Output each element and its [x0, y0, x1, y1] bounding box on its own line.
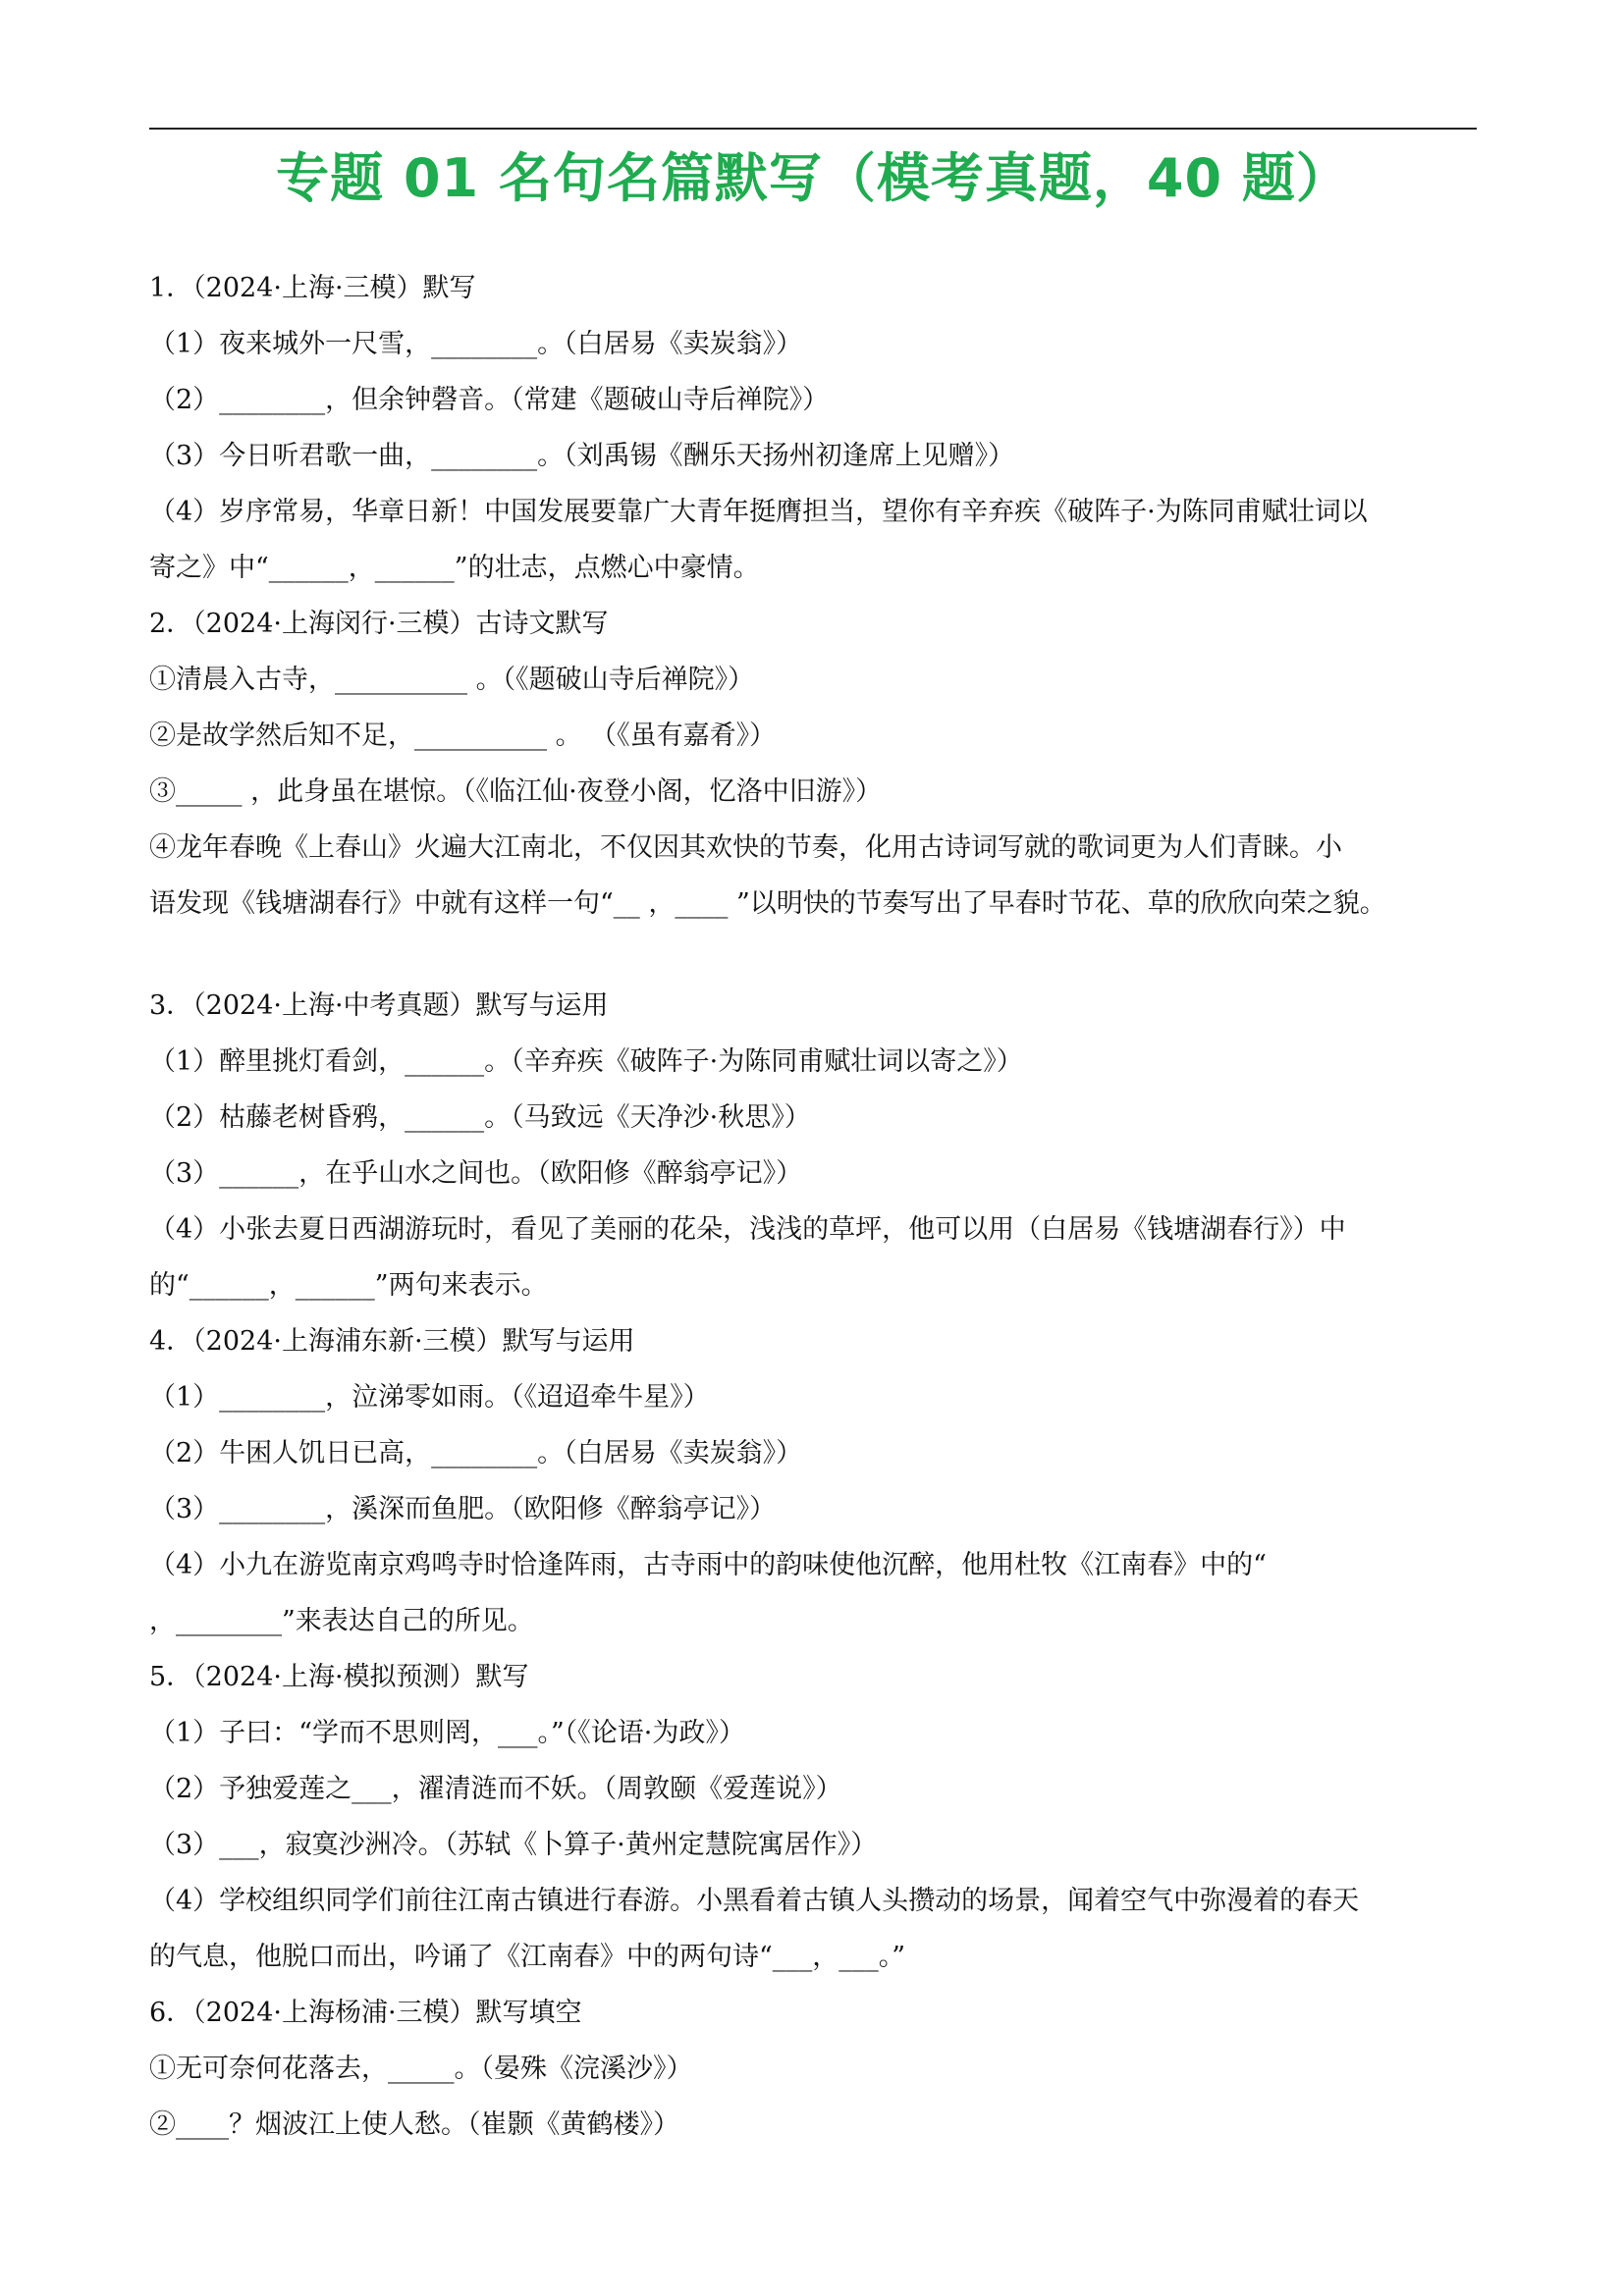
question-line: 寄之》中“______，______”的壮志，点燃心中豪情。 — [149, 553, 760, 583]
question-line: ④龙年春晚《上春山》火遍大江南北，不仅因其欢快的节奏，化用古诗词写就的歌词更为人们青睐。小 — [149, 832, 1342, 863]
page-title: 专题 01 名句名篇默写（模考真题，40 题） — [276, 147, 1350, 209]
question-line: ①无可奈何花落去，_____。（晏殊《浣溪沙》） — [149, 2054, 693, 2084]
question-line: ，________”来表达自己的所见。 — [149, 1606, 534, 1636]
question-line: 语发现《钱塘湖春行》中就有这样一句“__ ，____ ”以明快的节奏写出了早春时节花、草的欣欣向荣之貌。 — [149, 888, 1386, 919]
question-line: （2）牛困人饥日已高，________。（白居易《卖炭翁》） — [149, 1438, 803, 1468]
question-line: （3）________，溪深而鱼肥。（欧阳修《醉翁亭记》） — [149, 1494, 777, 1524]
question-line: （3）___，寂寞沙洲冷。（苏轼《卜算子·黄州定慧院寓居作》） — [149, 1830, 878, 1860]
question-line: 的“______，______”两句来表示。 — [149, 1270, 548, 1301]
question-list — [149, 263, 1485, 2156]
question-line: （3）今日听君歌一曲，________。（刘禹锡《酬乐天扬州初逢席上见赠》） — [149, 441, 1015, 471]
question-line: （1）________，泣涕零如雨。（《迢迢牵牛星》） — [149, 1382, 710, 1413]
question-line: ②____？烟波江上使人愁。（崔颢《黄鹤楼》） — [149, 2109, 679, 2140]
question-line: ①清晨入古寺，__________ 。（《题破山寺后禅院》） — [149, 665, 755, 695]
question-line: ②是故学然后知不足，__________ 。 （《虽有嘉肴》） — [149, 721, 777, 751]
blank-line — [149, 934, 1485, 981]
question-heading: 2．（2024·上海闵行·三模）古诗文默写 — [149, 609, 609, 639]
question-heading: 6．（2024·上海杨浦·三模）默写填空 — [149, 1998, 582, 2028]
question-heading: 4．（2024·上海浦东新·三模）默写与运用 — [149, 1326, 635, 1357]
question-line: （4）学校组织同学们前往江南古镇进行春游。小黑看着古镇人头攒动的场景，闻着空气中弥漫着的春天 — [149, 1886, 1360, 1916]
question-line: （4）小张去夏日西湖游玩时，看见了美丽的花朵，浅浅的草坪，他可以用（白居易《钱塘湖春行》）中 — [149, 1214, 1346, 1245]
question-line: （1）子曰：“学而不思则罔，___。”（《论语·为政》） — [149, 1718, 745, 1748]
question-line: （3）______，在乎山水之间也。（欧阳修《醉翁亭记》） — [149, 1158, 803, 1189]
question-line: （2）枯藤老树昏鸦，______。（马致远《天净沙·秋思》） — [149, 1102, 811, 1133]
question-line: ③_____ ，此身虽在堪惊。（《临江仙·夜登小阁，忆洛中旧游》） — [149, 776, 883, 807]
question-line: 的气息，他脱口而出，吟诵了《江南春》中的两句诗“___，___。” — [149, 1942, 906, 1972]
question-line: （1）夜来城外一尺雪，________。（白居易《卖炭翁》） — [149, 329, 803, 359]
question-line: （1）醉里挑灯看剑，______。（辛弃疾《破阵子·为陈同甫赋壮词以寄之》） — [149, 1046, 1023, 1077]
question-line: （2）予独爱莲之___，濯清涟而不妖。（周敦颐《爱莲说》） — [149, 1774, 842, 1804]
question-line: （2）________，但余钟磬音。（常建《题破山寺后禅院》） — [149, 385, 830, 415]
question-heading: 1．（2024·上海·三模）默写 — [149, 273, 476, 303]
question-line: （4）岁序常易，华章日新！中国发展要靠广大青年挺膺担当，望你有辛弃疾《破阵子·为陈同甫赋壮词以 — [149, 497, 1368, 527]
header-rule — [149, 128, 1477, 130]
question-heading: 5．（2024·上海·模拟预测）默写 — [149, 1662, 529, 1692]
question-line: （4）小九在游览南京鸡鸣寺时恰逢阵雨，古寺雨中的韵味使他沉醉，他用杜牧《江南春》中的“ — [149, 1550, 1267, 1580]
question-heading: 3．（2024·上海·中考真题）默写与运用 — [149, 990, 609, 1021]
